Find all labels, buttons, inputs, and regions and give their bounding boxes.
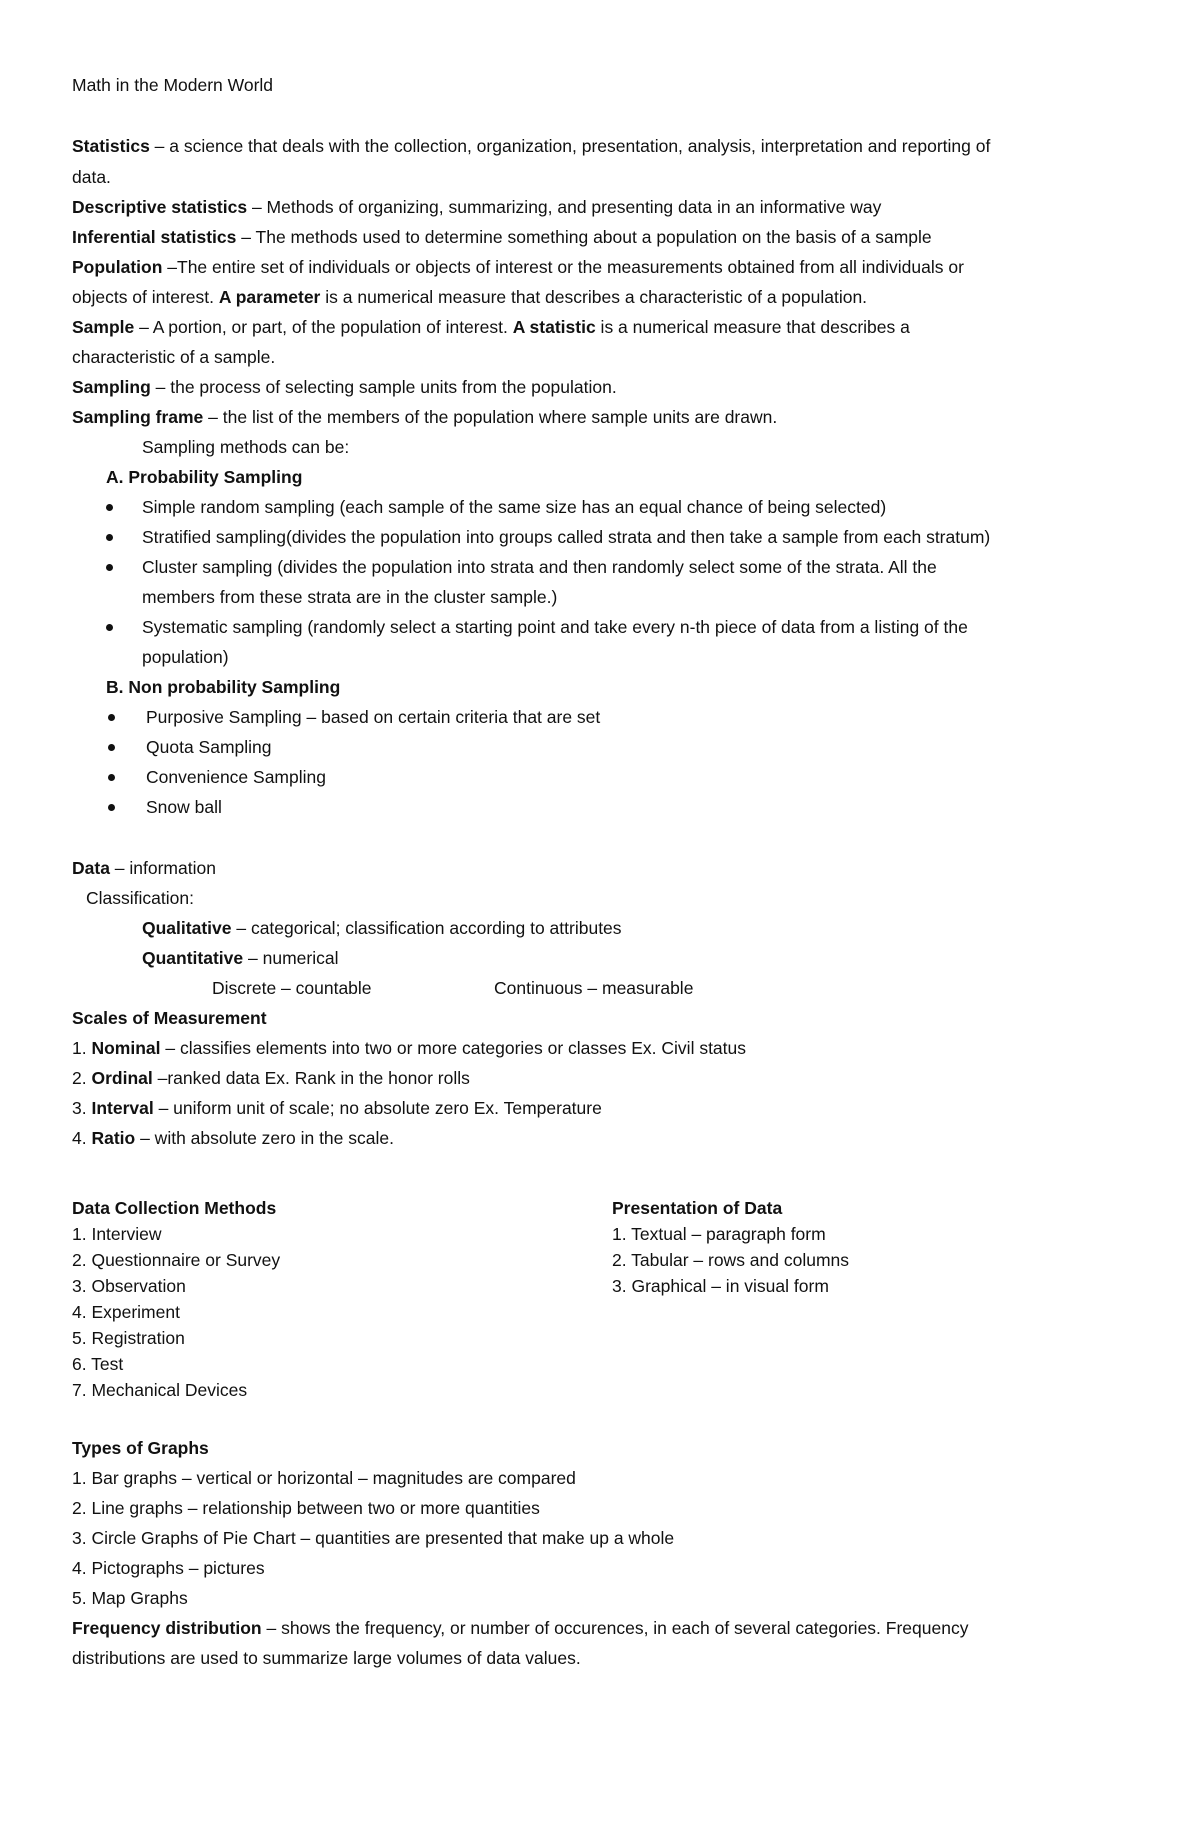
list-item: 4. Pictographs – pictures — [72, 1558, 265, 1578]
scale-item: 2. Ordinal –ranked data Ex. Rank in the honor rolls — [72, 1068, 470, 1088]
def-population-cont: objects of interest. A parameter is a numerical measure that describes a characteristic of a population. — [72, 287, 868, 307]
list-item: Stratified sampling(divides the population into groups called strata and then take a sample from each stratum) — [142, 527, 991, 547]
scale-item: 4. Ratio – with absolute zero in the scale. — [72, 1128, 394, 1148]
list-item: Quota Sampling — [146, 737, 272, 757]
def-sampling: Sampling – the process of selecting sample units from the population. — [72, 377, 617, 397]
classification-label: Classification: — [86, 888, 194, 908]
def-continuous: Continuous – measurable — [494, 978, 694, 998]
list-item: 6. Test — [72, 1354, 124, 1374]
def-statistics: Statistics – a science that deals with the collection, organization, presentation, analysis, interpretation and reporting of — [72, 136, 991, 156]
def-discrete: Discrete – countable — [212, 978, 372, 998]
list-item: 7. Mechanical Devices — [72, 1380, 248, 1400]
list-item: Systematic sampling (randomly select a starting point and take every n-th piece of data from a listing of the — [142, 617, 968, 637]
sampling-methods-intro: Sampling methods can be: — [142, 437, 350, 457]
def-data: Data – information — [72, 858, 216, 878]
bullet-icon — [106, 564, 113, 571]
list-item: 2. Line graphs – relationship between two or more quantities — [72, 1498, 540, 1518]
bullet-icon — [106, 534, 113, 541]
def-statistics-cont: data. — [72, 167, 111, 187]
list-item: Snow ball — [146, 797, 222, 817]
bullet-icon — [106, 504, 113, 511]
list-item: Simple random sampling (each sample of the same size has an equal chance of being selected) — [142, 497, 887, 517]
scale-item: 1. Nominal – classifies elements into two or more categories or classes Ex. Civil status — [72, 1038, 747, 1058]
scales-heading: Scales of Measurement — [72, 1008, 267, 1028]
list-item: Convenience Sampling — [146, 767, 326, 787]
bullet-icon — [106, 624, 113, 631]
nonprobability-heading: B. Non probability Sampling — [106, 677, 341, 697]
bullet-icon — [108, 804, 115, 811]
list-item: 3. Graphical – in visual form — [612, 1276, 829, 1296]
list-item: 4. Experiment — [72, 1302, 180, 1322]
list-item: 3. Observation — [72, 1276, 186, 1296]
term: Statistics — [72, 136, 150, 156]
def-frequency-cont: distributions are used to summarize large volumes of data values. — [72, 1648, 581, 1668]
def-inferential: Inferential statistics – The methods used to determine something about a population on the basis of a sample — [72, 227, 932, 247]
def-sampling-frame: Sampling frame – the list of the members of the population where sample units are drawn. — [72, 407, 778, 427]
list-item: 5. Registration — [72, 1328, 185, 1348]
def-frequency: Frequency distribution – shows the frequency, or number of occurences, in each of several categories. Frequency — [72, 1618, 969, 1638]
list-item: 3. Circle Graphs of Pie Chart – quantities are presented that make up a whole — [72, 1528, 675, 1548]
list-item: 1. Textual – paragraph form — [612, 1224, 826, 1244]
def-sample-cont: characteristic of a sample. — [72, 347, 276, 367]
def-quantitative: Quantitative – numerical — [142, 948, 339, 968]
list-item: 1. Bar graphs – vertical or horizontal – magnitudes are compared — [72, 1468, 576, 1488]
scale-item: 3. Interval – uniform unit of scale; no absolute zero Ex. Temperature — [72, 1098, 602, 1118]
list-item: Cluster sampling (divides the population into strata and then randomly select some of the strata. All the — [142, 557, 937, 577]
bullet-icon — [108, 774, 115, 781]
bullet-icon — [108, 744, 115, 751]
list-item: 1. Interview — [72, 1224, 162, 1244]
list-item: 5. Map Graphs — [72, 1588, 188, 1608]
probability-heading: A. Probability Sampling — [106, 467, 303, 487]
bullet-icon — [108, 714, 115, 721]
def-population: Population –The entire set of individuals or objects of interest or the measurements obtained from all individuals or — [72, 257, 964, 277]
list-item-cont: members from these strata are in the cluster sample.) — [142, 587, 558, 607]
def-qualitative: Qualitative – categorical; classification according to attributes — [142, 918, 622, 938]
collection-heading: Data Collection Methods — [72, 1198, 277, 1218]
presentation-heading: Presentation of Data — [612, 1198, 783, 1218]
doc-title: Math in the Modern World — [72, 75, 274, 95]
list-item: Purposive Sampling – based on certain criteria that are set — [146, 707, 601, 727]
def-sample: Sample – A portion, or part, of the population of interest. A statistic is a numerical measure that describes a — [72, 317, 910, 337]
list-item-cont: population) — [142, 647, 229, 667]
list-item: 2. Tabular – rows and columns — [612, 1250, 850, 1270]
def-descriptive: Descriptive statistics – Methods of organizing, summarizing, and presenting data in an informative way — [72, 197, 882, 217]
list-item: 2. Questionnaire or Survey — [72, 1250, 281, 1270]
graphs-heading: Types of Graphs — [72, 1438, 209, 1458]
